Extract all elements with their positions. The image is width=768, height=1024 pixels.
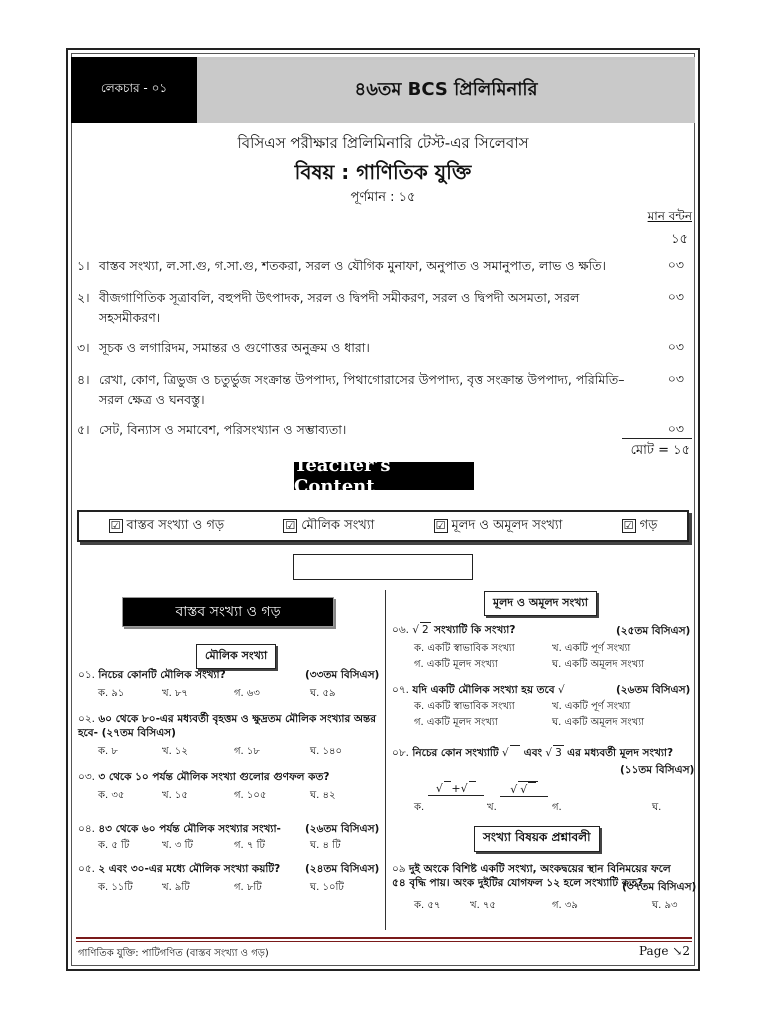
question: ০৪. ৪৩ থেকে ৬০ পর্যন্ত মৌলিক সংখ্যার সংখ্যা-	[78, 823, 281, 835]
option: ক. ৩৫	[98, 790, 125, 801]
option: ক. একটি স্বাভাবিক সংখ্যা	[414, 643, 515, 654]
syllabus-heading: বিসিএস পরীক্ষার প্রিলিমিনারি টেস্ট-এর সিলেবাস	[237, 134, 529, 152]
option: খ. ৮৭	[162, 688, 188, 699]
option: ঘ. ৪২	[310, 790, 336, 801]
column-divider	[385, 590, 386, 930]
option: গ. ৬৩	[234, 688, 260, 699]
subsection-label: মূলদ ও অমূলদ সংখ্যা	[484, 591, 597, 616]
topic-item: ☑ গড়	[622, 516, 658, 537]
fraction-numerator: √ +√	[428, 781, 484, 796]
option: ঘ. ৯৩	[652, 900, 678, 911]
question: ০৮. নিচের কোন সংখ্যাটি √ এবং √ 3 এর মধ্যবর্তী মূলদ সংখ্যা?	[392, 747, 674, 759]
section-title: বাস্তব সংখ্যা ও গড়	[122, 597, 334, 627]
option: ক. ৫৭	[414, 900, 441, 911]
question-source: (২৫তম বিসিএস)	[616, 625, 691, 637]
question-source: (২৪তম বিসিএস)	[305, 863, 380, 875]
option: গ. ৭ টি	[234, 840, 265, 851]
checkbox-icon: ☑	[622, 519, 636, 533]
topic-item: ☑ মৌলিক সংখ্যা	[283, 516, 374, 537]
blank-box	[293, 554, 473, 580]
question-source: (৩৭তম বিসিএস)	[622, 881, 697, 893]
syllabus-mark: ০৩	[667, 257, 684, 272]
question-source: (৩৩তম বিসিএস)	[305, 669, 380, 681]
checkbox-icon: ☑	[434, 519, 448, 533]
option: ঘ.	[652, 802, 662, 813]
syllabus-item: ৪। রেখা, কোণ, ত্রিভুজ ও চতুর্ভুজ সংক্রান্ত উপপাদ্য, পিথাগোরাসের উপপাদ্য, বৃত্ত সংক্রান্ত উপপাদ্য, পরিমিতি–সরল ক্ষেত্র ও ঘনবস্তু।	[77, 372, 625, 407]
option: ক. একটি স্বাভাবিক সংখ্যা	[414, 701, 515, 712]
option: খ. ৩ টি	[162, 840, 193, 851]
syllabus-mark: ০৩	[667, 371, 684, 386]
footer-rule	[76, 941, 692, 942]
option: খ. ১৫	[162, 790, 188, 801]
distribution-value: ১৫	[671, 232, 688, 247]
subsection-label: মৌলিক সংখ্যা	[196, 644, 276, 669]
option: খ.	[487, 802, 497, 813]
topic-item: ☑ মূলদ ও অমূলদ সংখ্যা	[434, 516, 563, 537]
distribution-label: মান বন্টন	[647, 209, 692, 223]
question: ০৬. √ 2 সংখ্যাটি কি সংখ্যা?	[392, 624, 516, 636]
syllabus-mark: ০৩	[667, 339, 684, 354]
syllabus-mark: ০৩	[667, 421, 684, 436]
option: ক.	[414, 802, 425, 813]
teachers-content-banner: Teacher’s Content	[294, 462, 474, 490]
subsection-label: সংখ্যা বিষয়ক প্রশ্নাবলী	[474, 826, 600, 852]
checkbox-icon: ☑	[283, 519, 297, 533]
checkbox-icon: ☑	[109, 519, 123, 533]
topic-bar	[77, 510, 689, 542]
question: ০১. নিচের কোনটি মৌলিক সংখ্যা?	[78, 669, 226, 681]
total-rule	[622, 438, 692, 439]
option: ক. ৮	[98, 746, 118, 757]
fraction-numerator: √ √	[500, 781, 548, 797]
option: গ. ১০৫	[234, 790, 267, 801]
option: খ. ১২	[162, 746, 188, 757]
total-marks: মোট = ১৫	[630, 443, 690, 458]
footer-subject: গাণিতিক যুক্তি: পাটিগণিত (বাস্তব সংখ্যা ও গড়)	[78, 948, 269, 959]
syllabus-item: ৩। সূচক ও লগারিদম, সমান্তর ও গুণোত্তর অনুক্রম ও ধারা।	[77, 340, 370, 355]
option: ক. ৯১	[98, 688, 125, 699]
option: গ. ৩৯	[552, 900, 578, 911]
option: খ. ৭৫	[470, 900, 496, 911]
topic-item: ☑ বাস্তব সংখ্যা ও গড়	[109, 516, 225, 537]
question-source: (২৬তম বিসিএস)	[616, 684, 691, 696]
option: ঘ. ৪ টি	[310, 840, 341, 851]
option: ক. ১১টি	[98, 882, 133, 893]
option: খ. একটি পূর্ণ সংখ্যা	[552, 701, 631, 712]
question: ০২. ৬০ থেকে ৮০-এর মধ্যবর্তী বৃহত্তম ও ক্ষুদ্রতম মৌলিক সংখ্যার অন্তর হবে- (২৭তম বিসিএস)	[78, 713, 376, 739]
option: গ. ১৮	[234, 746, 260, 757]
option: ঘ. ১৪০	[310, 746, 343, 757]
option: গ. একটি মূলদ সংখ্যা	[414, 717, 498, 728]
footer-rule	[76, 937, 692, 939]
option: ঘ. ৫৯	[310, 688, 336, 699]
option: খ. একটি পূর্ণ সংখ্যা	[552, 643, 631, 654]
syllabus-mark: ০৩	[667, 289, 684, 304]
option: ঘ. একটি অমূলদ সংখ্যা	[552, 717, 644, 728]
question-source: (২৬তম বিসিএস)	[305, 823, 380, 835]
full-marks: পূর্ণমান : ১৫	[350, 190, 416, 205]
lecture-label: লেকচার - ০১	[71, 57, 197, 123]
page-number: Page ↘2	[639, 944, 690, 958]
option: খ. ৯টি	[162, 882, 190, 893]
option: গ.	[552, 802, 562, 813]
syllabus-item: ৫। সেট, বিন্যাস ও সমাবেশ, পরিসংখ্যান ও সম্ভাব্যতা।	[77, 422, 347, 437]
option: ক. ৫ টি	[98, 840, 130, 851]
syllabus-item: ১। বাস্তব সংখ্যা, ল.সা.গু, গ.সা.গু, শতকরা, সরল ও যৌগিক মুনাফা, অনুপাত ও সমানুপাত, লাভ ও ক্ষতি।	[77, 258, 607, 273]
question: ০৫. ২ এবং ৩০-এর মধ্যে মৌলিক সংখ্যা কয়টি?	[78, 863, 281, 875]
question: ০৩. ৩ থেকে ১০ পর্যন্ত মৌলিক সংখ্যা গুলোর গুণফল কত?	[78, 771, 330, 783]
option: গ. একটি মূলদ সংখ্যা	[414, 659, 498, 670]
subject-title: বিষয় : গাণিতিক যুক্তি	[294, 160, 472, 184]
header-title: ৪৬তম BCS প্রিলিমিনারি	[354, 78, 538, 100]
option: ঘ. ১০টি	[310, 882, 344, 893]
question-source: (১১তম বিসিএস)	[620, 764, 695, 776]
question: ০৯ দুই অংকে বিশিষ্ট একটি সংখ্যা, অংকদ্বয়ের স্থান বিনিময়ের ফলে ৫৪ বৃদ্ধি পায়। অংক দুইটির যোগফল ১২ হলে সংখ্যাটি কত?	[392, 863, 671, 889]
option: ঘ. একটি অমূলদ সংখ্যা	[552, 659, 644, 670]
question: ০৭. যদি একটি মৌলিক সংখ্যা হয় তবে √	[392, 684, 565, 696]
option: গ. ৮টি	[234, 882, 262, 893]
syllabus-item: ২। বীজগাণিতিক সূত্রাবলি, বহুপদী উৎপাদক, সরল ও দ্বিপদী সমীকরণ, সরল ও দ্বিপদী অসমতা, সরল সহসমীকরণ।	[77, 290, 580, 325]
